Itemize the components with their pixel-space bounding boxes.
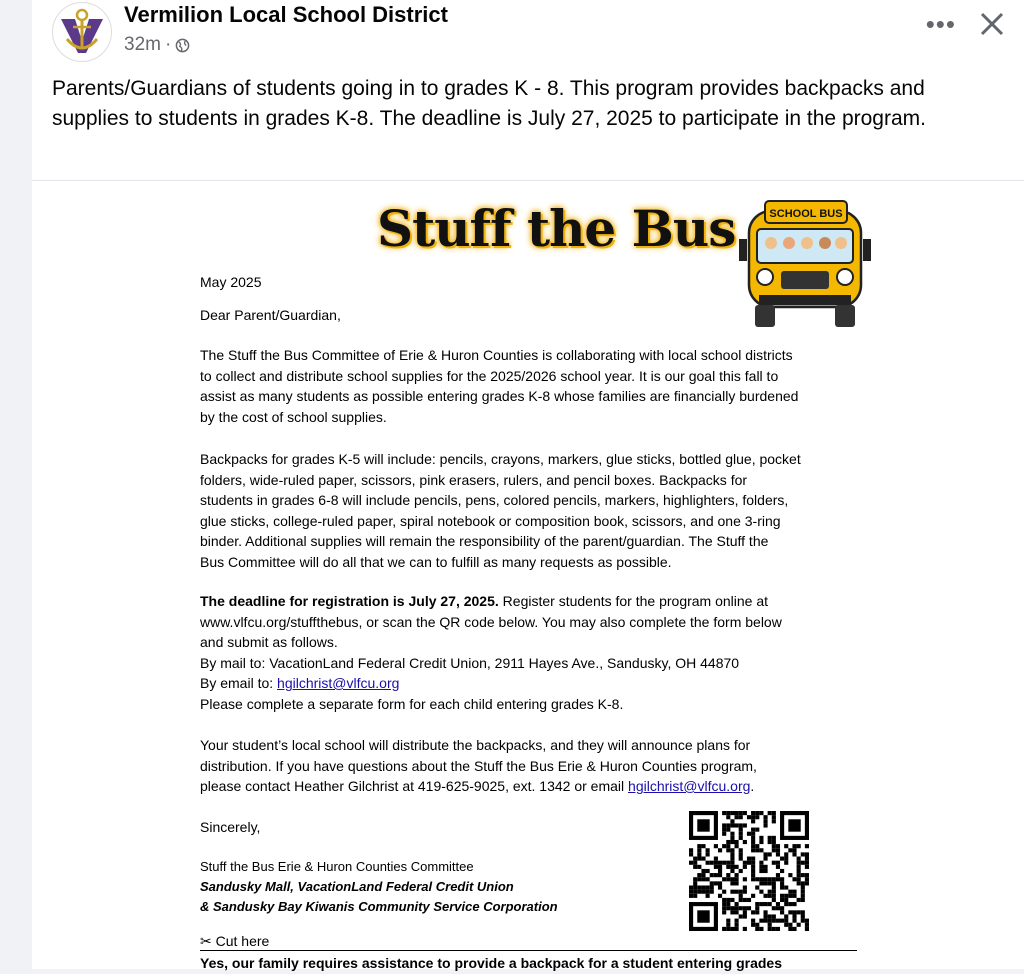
school-bus-icon xyxy=(737,199,872,334)
p2-line: students in grades 6-8 will include pencils, pens, colored pencils, markers, highlighters, folders, xyxy=(200,492,789,508)
globe-icon xyxy=(175,38,190,53)
p3-line: By mail to: VacationLand Federal Credit Union, 2911 Hayes Ave., Sandusky, OH 44870 xyxy=(200,654,740,671)
post-card xyxy=(32,0,1024,971)
p1-line: assist as many students as possible entering grades K-8 whose families are financially burdened xyxy=(200,388,799,404)
deadline-bold: The deadline for registration is July 27, 2025. xyxy=(200,593,499,609)
cut-here-label xyxy=(200,931,269,952)
sponsor-line: Sandusky Mall, VacationLand Federal Credit Union xyxy=(200,879,514,894)
p4-line: Your student’s local school will distribute the backpacks, and they will announce plans for xyxy=(200,737,751,753)
p2-line: glue sticks, college-ruled paper, spiral notebook or composition book, scissors, and one 3-ring xyxy=(200,512,781,529)
p3-line: www.vlfcu.org/stuffthebus, or scan the QR code below. You may also complete the form below xyxy=(200,613,782,630)
post-text: Parents/Guardians of students going in to grades K - 8. This program provides backpacks and supplies to students in grades K-8. The deadline is July 27, 2025 to participate in the program. xyxy=(52,77,926,130)
post-image[interactable] xyxy=(32,180,1024,969)
banner-title: Stuff the Bus xyxy=(377,199,736,258)
p3-line: and submit as follows. xyxy=(200,634,338,650)
email-prefix: By email to: xyxy=(200,675,278,691)
letter-date: May 2025 xyxy=(200,274,262,290)
form-heading: Yes, our family requires assistance to provide a backpack for a student entering grades xyxy=(200,955,782,971)
flyer-document xyxy=(32,181,1024,969)
p2-line: Bus Committee will do all that we can to fulfill as many requests as possible. xyxy=(200,553,672,570)
p2-line: binder. Additional supplies will remain the responsibility of the parent/guardian. The Stuff the xyxy=(200,533,769,549)
sponsor-line: & Sandusky Bay Kiwanis Community Service Corporation xyxy=(200,899,558,914)
post-meta xyxy=(124,34,190,56)
contact-text: please contact Heather Gilchrist at 419-625-9025, ext. 1342 or email xyxy=(200,778,629,794)
letter-closing: Sincerely, xyxy=(200,819,261,835)
page-name[interactable]: Vermilion Local School District xyxy=(124,2,448,27)
committee-name: Stuff the Bus Erie & Huron Counties Committee xyxy=(200,859,474,874)
deadline-rest: Register students for the program online at xyxy=(498,593,769,609)
letter-salutation: Dear Parent/Guardian, xyxy=(200,307,341,323)
p2-line: folders, wide-ruled paper, scissors, pink erasers, rulers, and pencil boxes. Backpacks for xyxy=(200,471,748,488)
more-options-button[interactable] xyxy=(925,9,956,39)
contact-email-link[interactable]: hgilchrist@vlfcu.org xyxy=(628,778,751,794)
bus-sign-text: SCHOOL BUS xyxy=(769,208,843,220)
post-header xyxy=(52,0,1012,70)
scissors-icon: ✂ xyxy=(200,933,212,949)
contact-end: . xyxy=(750,778,755,794)
p2-line: Backpacks for grades K-5 will include: pencils, crayons, markers, glue sticks, bottled glue, pocket xyxy=(200,451,801,467)
more-icon: ••• xyxy=(925,9,956,39)
post-time[interactable]: 32m xyxy=(124,34,161,55)
close-button[interactable] xyxy=(974,6,1010,42)
close-icon xyxy=(974,6,1010,42)
cut-here-text: Cut here xyxy=(215,933,270,949)
p4-line: distribution. If you have questions about the Stuff the Bus Erie & Huron Counties program, xyxy=(200,757,757,774)
page-avatar[interactable] xyxy=(52,2,112,62)
email-line xyxy=(200,673,399,694)
p1-line: to collect and distribute school supplies for the 2025/2026 school year. It is our goal this fall to xyxy=(200,367,779,384)
cut-line xyxy=(200,950,857,951)
p3-line: Please complete a separate form for each child entering grades K-8. xyxy=(200,695,624,712)
p1-line: The Stuff the Bus Committee of Erie & Huron Counties is collaborating with local school districts xyxy=(200,347,793,363)
email-link[interactable]: hgilchrist@vlfcu.org xyxy=(277,675,400,691)
contact-line xyxy=(200,776,754,797)
meta-separator: · xyxy=(164,34,172,55)
logo-icon xyxy=(53,3,111,61)
p1-line: by the cost of school supplies. xyxy=(200,408,387,425)
qr-code-icon xyxy=(689,811,809,931)
deadline-line xyxy=(200,591,768,612)
